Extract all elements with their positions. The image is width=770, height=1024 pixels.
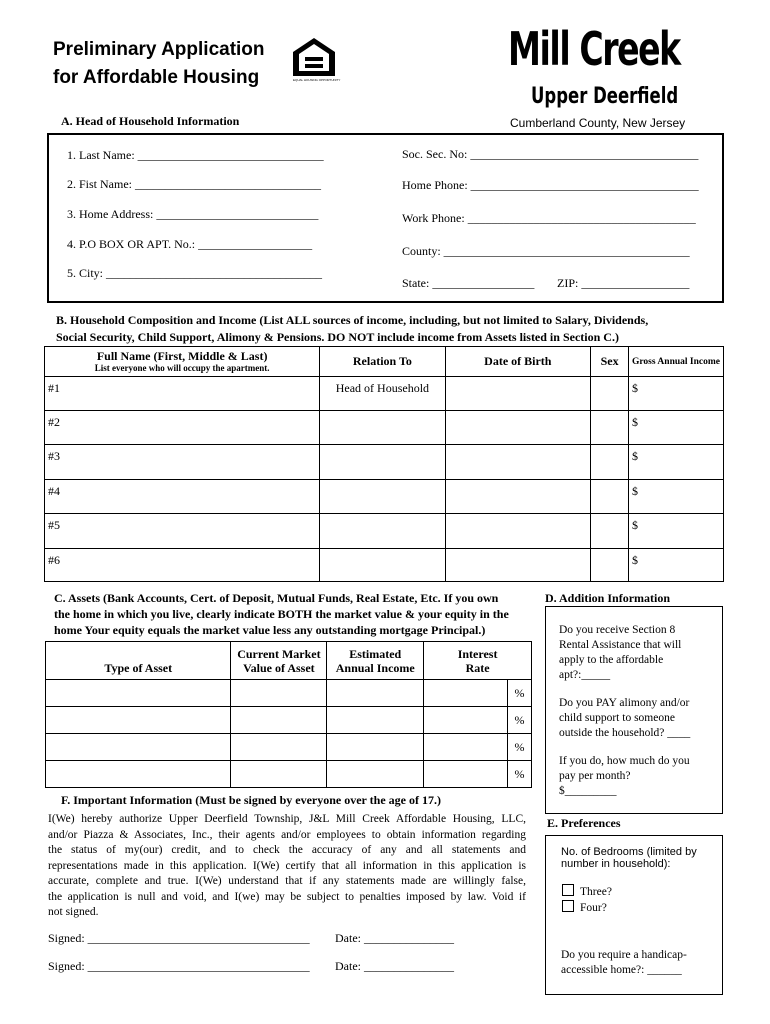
assets-header-row (46, 642, 532, 680)
dob-cell[interactable] (445, 445, 591, 480)
option-three[interactable] (562, 884, 612, 900)
alimony-line-3: outside the household? ____ (559, 727, 691, 739)
dob-cell[interactable] (445, 411, 591, 445)
relation-cell[interactable]: Head of Household (320, 377, 445, 411)
home-phone-field[interactable]: Home Phone: ______________________________________ (402, 178, 699, 192)
household-table (44, 346, 724, 582)
sex-cell[interactable] (591, 411, 629, 445)
interest-rate-cell[interactable] (424, 734, 508, 761)
table-row (46, 680, 532, 707)
table-row (46, 734, 532, 761)
income-cell[interactable]: $ (629, 549, 724, 582)
col-market-value-line-1: Current Market (237, 646, 321, 661)
row-number[interactable]: #5 (45, 514, 320, 549)
col-annual-income-line-2: Annual Income (335, 660, 415, 675)
col-asset-type: Type of Asset (46, 642, 231, 680)
auth-line-7: not signed. (48, 906, 99, 918)
section-c-heading-line-2: the home in which you live, clearly indicate BOTH the market value & your equity in the (54, 607, 509, 621)
bedrooms-line-1: No. of Bedrooms (limited by (561, 846, 697, 858)
relation-cell[interactable] (320, 549, 445, 582)
last-name-field[interactable]: 1. Last Name: _______________________________ (67, 148, 324, 162)
section-b-heading-line-2: Social Security, Child Support, Alimony & Pensions. DO NOT include income from Assets listed in Section C.) (56, 330, 619, 344)
relation-cell[interactable] (320, 411, 445, 445)
auth-line-4: representations made in this application. I(We) certify that all information in this application is (48, 859, 526, 872)
col-relation: Relation To (320, 347, 445, 377)
equal-housing-logo-icon (290, 36, 341, 88)
section8-line-4: apt?:_____ (559, 669, 611, 681)
monthly-line-1: If you do, how much do you (559, 755, 690, 767)
row-number[interactable]: #3 (45, 445, 320, 480)
po-box-field[interactable]: 4. P.O BOX OR APT. No.: ___________________ (67, 237, 313, 251)
table-row (45, 411, 724, 445)
relation-cell[interactable] (320, 514, 445, 549)
interest-rate-cell[interactable] (424, 761, 508, 788)
work-phone-field[interactable]: Work Phone: ______________________________________ (402, 211, 696, 225)
market-value-cell[interactable] (231, 761, 327, 788)
percent-cell: % (507, 761, 531, 788)
checkbox-three[interactable] (562, 884, 574, 896)
table-row (46, 761, 532, 788)
dob-cell[interactable] (445, 377, 591, 411)
table-row (45, 480, 724, 514)
section-a-heading: A. Head of Household Information (61, 114, 240, 128)
first-name-field[interactable]: 2. Fist Name: _______________________________ (67, 177, 321, 191)
section-c-heading-line-3: home Your equity equals the market value less any outstanding mortgage Principal.) (54, 623, 486, 637)
signature-field-2[interactable]: Signed: _____________________________________ (48, 959, 310, 973)
col-full-name-note: List everyone who will occupy the apartment. (94, 362, 270, 373)
bedrooms-line-2: number in household): (561, 858, 671, 870)
section-e-heading: E. Preferences (547, 816, 621, 830)
brand-name: Mill Creek (508, 22, 680, 76)
title-line-1: Preliminary Application (53, 39, 265, 60)
sex-cell[interactable] (591, 549, 629, 582)
monthly-line-3: $_________ (559, 785, 617, 797)
col-market-value (231, 642, 327, 680)
col-full-name (45, 347, 320, 377)
alimony-line-1: Do you PAY alimony and/or (559, 697, 690, 709)
col-full-name-label: Full Name (First, Middle & Last) (96, 348, 268, 363)
section-f-heading: F. Important Information (Must be signed by everyone over the age of 17.) (61, 793, 441, 807)
checkbox-four[interactable] (562, 900, 574, 912)
col-market-value-line-2: Value of Asset (243, 660, 315, 675)
assets-table (45, 641, 532, 788)
auth-line-6: the application is null and void, and I(we) may be subject to penalties imposed by law. Void if (48, 890, 526, 903)
logo-caption: EQUAL HOUSING OPPORTUNITY (293, 78, 341, 82)
county-field[interactable]: County: _________________________________________ (402, 244, 690, 258)
option-three-label: Three? (580, 886, 612, 898)
income-cell[interactable]: $ (629, 480, 724, 514)
row-number[interactable]: #4 (45, 480, 320, 514)
col-dob: Date of Birth (445, 347, 591, 377)
handicap-line-1: Do you require a handicap- (561, 949, 687, 961)
date-field-2[interactable]: Date: _______________ (335, 959, 454, 973)
col-interest-rate-line-2: Rate (465, 660, 490, 675)
option-four-label: Four? (580, 902, 607, 914)
sex-cell[interactable] (591, 445, 629, 480)
income-cell[interactable]: $ (629, 377, 724, 411)
handicap-line-2: accessible home?: ______ (561, 964, 682, 976)
sex-cell[interactable] (591, 377, 629, 411)
col-sex: Sex (591, 347, 629, 377)
handicap-question[interactable] (561, 948, 687, 978)
percent-cell: % (507, 707, 531, 734)
zip-field[interactable]: ZIP: __________________ (557, 276, 690, 290)
col-interest-rate (424, 642, 532, 680)
col-annual-income-line-1: Estimated (349, 646, 402, 661)
alimony-line-2: child support to someone (559, 712, 675, 724)
interest-rate-cell[interactable] (424, 707, 508, 734)
sex-cell[interactable] (591, 514, 629, 549)
income-cell[interactable]: $ (629, 411, 724, 445)
row-number[interactable]: #1 (45, 377, 320, 411)
auth-line-5: accurate, complete and true. I(We) understand that if any statements made are willingly false, (48, 875, 526, 887)
table-row (45, 445, 724, 480)
table-row (46, 707, 532, 734)
signature-field-1[interactable]: Signed: _____________________________________ (48, 931, 310, 945)
col-income: Gross Annual Income (629, 347, 724, 377)
percent-cell: % (507, 680, 531, 707)
col-interest-rate-line-1: Interest (457, 646, 498, 661)
household-header-row (45, 347, 724, 377)
table-row (45, 514, 724, 549)
relation-cell[interactable] (320, 445, 445, 480)
title-line-2: for Affordable Housing (53, 67, 260, 88)
monthly-line-2: pay per month? (559, 770, 631, 782)
state-field[interactable]: State: _________________ (402, 276, 535, 290)
city-field[interactable]: 5. City: ____________________________________ (67, 266, 323, 280)
annual-income-cell[interactable] (327, 761, 424, 788)
bedrooms-question (561, 846, 697, 870)
percent-cell: % (507, 734, 531, 761)
date-field-1[interactable]: Date: _______________ (335, 931, 454, 945)
asset-type-cell[interactable] (46, 761, 231, 788)
income-cell[interactable]: $ (629, 514, 724, 549)
auth-line-3: the status of my(our) credit, and to check the accuracy of any and all statements and (48, 844, 526, 856)
alimony-question[interactable] (559, 696, 690, 741)
market-value-cell[interactable] (231, 680, 327, 707)
auth-line-2: and/or Piazza & Associates, Inc., their agents and/or employees to obtain information regarding (48, 828, 526, 841)
county-line: Cumberland County, New Jersey (510, 116, 686, 130)
section-b-heading-line-1: B. Household Composition and Income (List ALL sources of income, including, but not limited to Salary, Dividends, (56, 313, 649, 327)
dob-cell[interactable] (445, 480, 591, 514)
form-title (53, 36, 293, 92)
section8-question[interactable] (559, 623, 681, 683)
market-value-cell[interactable] (231, 707, 327, 734)
row-number[interactable]: #6 (45, 549, 320, 582)
section8-line-3: apply to the affordable (559, 654, 664, 666)
asset-type-cell[interactable] (46, 680, 231, 707)
section8-line-2: Rental Assistance that will (559, 639, 682, 651)
dob-cell[interactable] (445, 514, 591, 549)
market-value-cell[interactable] (231, 734, 327, 761)
relation-cell[interactable] (320, 480, 445, 514)
income-cell[interactable]: $ (629, 445, 724, 480)
section-d-heading: D. Addition Information (545, 591, 671, 605)
interest-rate-cell[interactable] (424, 680, 508, 707)
option-four[interactable] (562, 900, 607, 916)
sex-cell[interactable] (591, 480, 629, 514)
asset-type-cell[interactable] (46, 734, 231, 761)
asset-type-cell[interactable] (46, 707, 231, 734)
home-address-field[interactable]: 3. Home Address: ___________________________ (67, 207, 319, 221)
row-number[interactable]: #2 (45, 411, 320, 445)
auth-line-1: I(We) hereby authorize Upper Deerfield Township, J&L Mill Creek Affordable Housing, LLC, (48, 813, 526, 825)
monthly-amount-question[interactable] (559, 754, 690, 799)
brand-subtitle: Upper Deerfield (531, 84, 679, 109)
col-annual-income (327, 642, 424, 680)
annual-income-cell[interactable] (327, 707, 424, 734)
table-row (45, 549, 724, 582)
annual-income-cell[interactable] (327, 734, 424, 761)
annual-income-cell[interactable] (327, 680, 424, 707)
section-c-heading-line-1: C. Assets (Bank Accounts, Cert. of Deposit, Mutual Funds, Real Estate, Etc. If you own (54, 591, 499, 605)
table-row (45, 377, 724, 411)
section8-line-1: Do you receive Section 8 (559, 624, 676, 636)
authorization-paragraph (48, 812, 526, 921)
ssn-field[interactable]: Soc. Sec. No: ______________________________________ (402, 147, 699, 161)
dob-cell[interactable] (445, 549, 591, 582)
